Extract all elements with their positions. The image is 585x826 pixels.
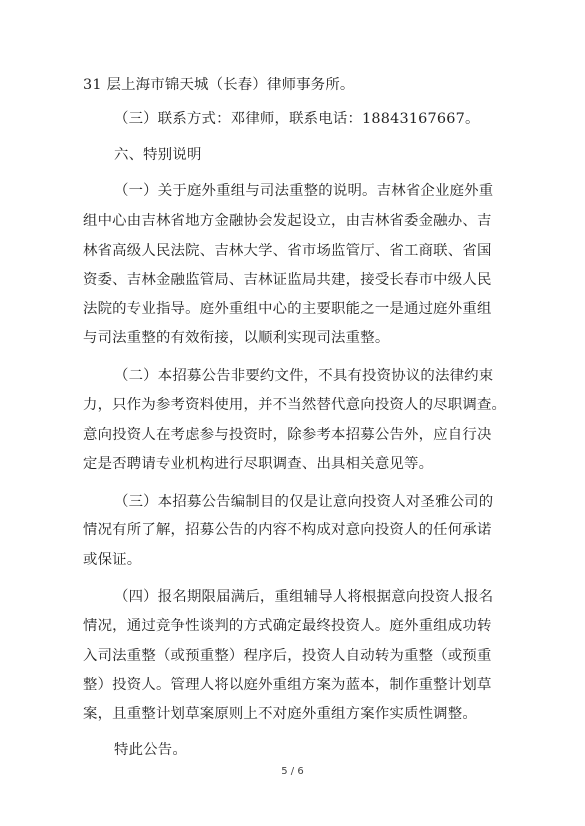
paragraph-1-line: 林省高级人民法院、吉林大学、省市场监管厅、省工商联、省国 <box>83 243 492 259</box>
paragraph-4-line: 情况，通过竞争性谈判的方式确定最终投资人。庭外重组成功转 <box>83 618 492 634</box>
paragraph-3-line: 或保证。 <box>83 552 142 568</box>
page-number: 5 / 6 <box>281 766 304 777</box>
paragraph-2-line: 意向投资人在考虑参与投资时，除参考本招募公告外，应自行决 <box>83 427 492 443</box>
paragraph-3-line: （三）本招募公告编制目的仅是让意向投资人对圣雅公司的 <box>114 494 494 510</box>
paragraph-4-line: 案，且重整计划草案原则上不对庭外重组方案作实质性调整。 <box>83 706 477 722</box>
paragraph-1-line: 法院的专业指导。庭外重组中心的主要职能之一是通过庭外重组 <box>83 301 492 317</box>
paragraph-2-line: 定是否聘请专业机构进行尽职调查、出具相关意见等。 <box>83 456 434 472</box>
paragraph-4-line: 整）投资人。管理人将以庭外重组方案为蓝本，制作重整计划草 <box>83 677 492 693</box>
paragraph-1-line: 与司法重整的有效衔接，以顺利实现司法重整。 <box>83 330 390 346</box>
paragraph-3-line: 情况有所了解，招募公告的内容不构成对意向投资人的任何承诺 <box>83 522 492 538</box>
paragraph-4-line: （四）报名期限届满后，重组辅导人将根据意向投资人报名 <box>114 589 494 605</box>
paragraph-1-line: 组中心由吉林省地方金融协会发起设立，由吉林省委金融办、吉 <box>83 213 492 229</box>
paragraph-4-line: 入司法重整（或预重整）程序后，投资人自动转为重整（或预重 <box>83 648 492 664</box>
paragraph-1-line: （一）关于庭外重组与司法重整的说明。吉林省企业庭外重 <box>114 183 494 199</box>
address-line: 31 层上海市锦天城（长春）律师事务所。 <box>83 77 355 93</box>
paragraph-2-line: （二）本招募公告非要约文件，不具有投资协议的法律约束 <box>114 368 494 384</box>
paragraph-1-line: 资委、吉林金融监管局、吉林证监局共建，接受长春市中级人民 <box>83 272 492 288</box>
contact-line: （三）联系方式：邓律师，联系电话：18843167667。 <box>114 111 480 127</box>
paragraph-2-line: 力，只作为参考资料使用，并不当然替代意向投资人的尽职调查。 <box>83 397 507 413</box>
closing-line: 特此公告。 <box>114 742 187 758</box>
section-heading: 六、特别说明 <box>114 147 202 163</box>
